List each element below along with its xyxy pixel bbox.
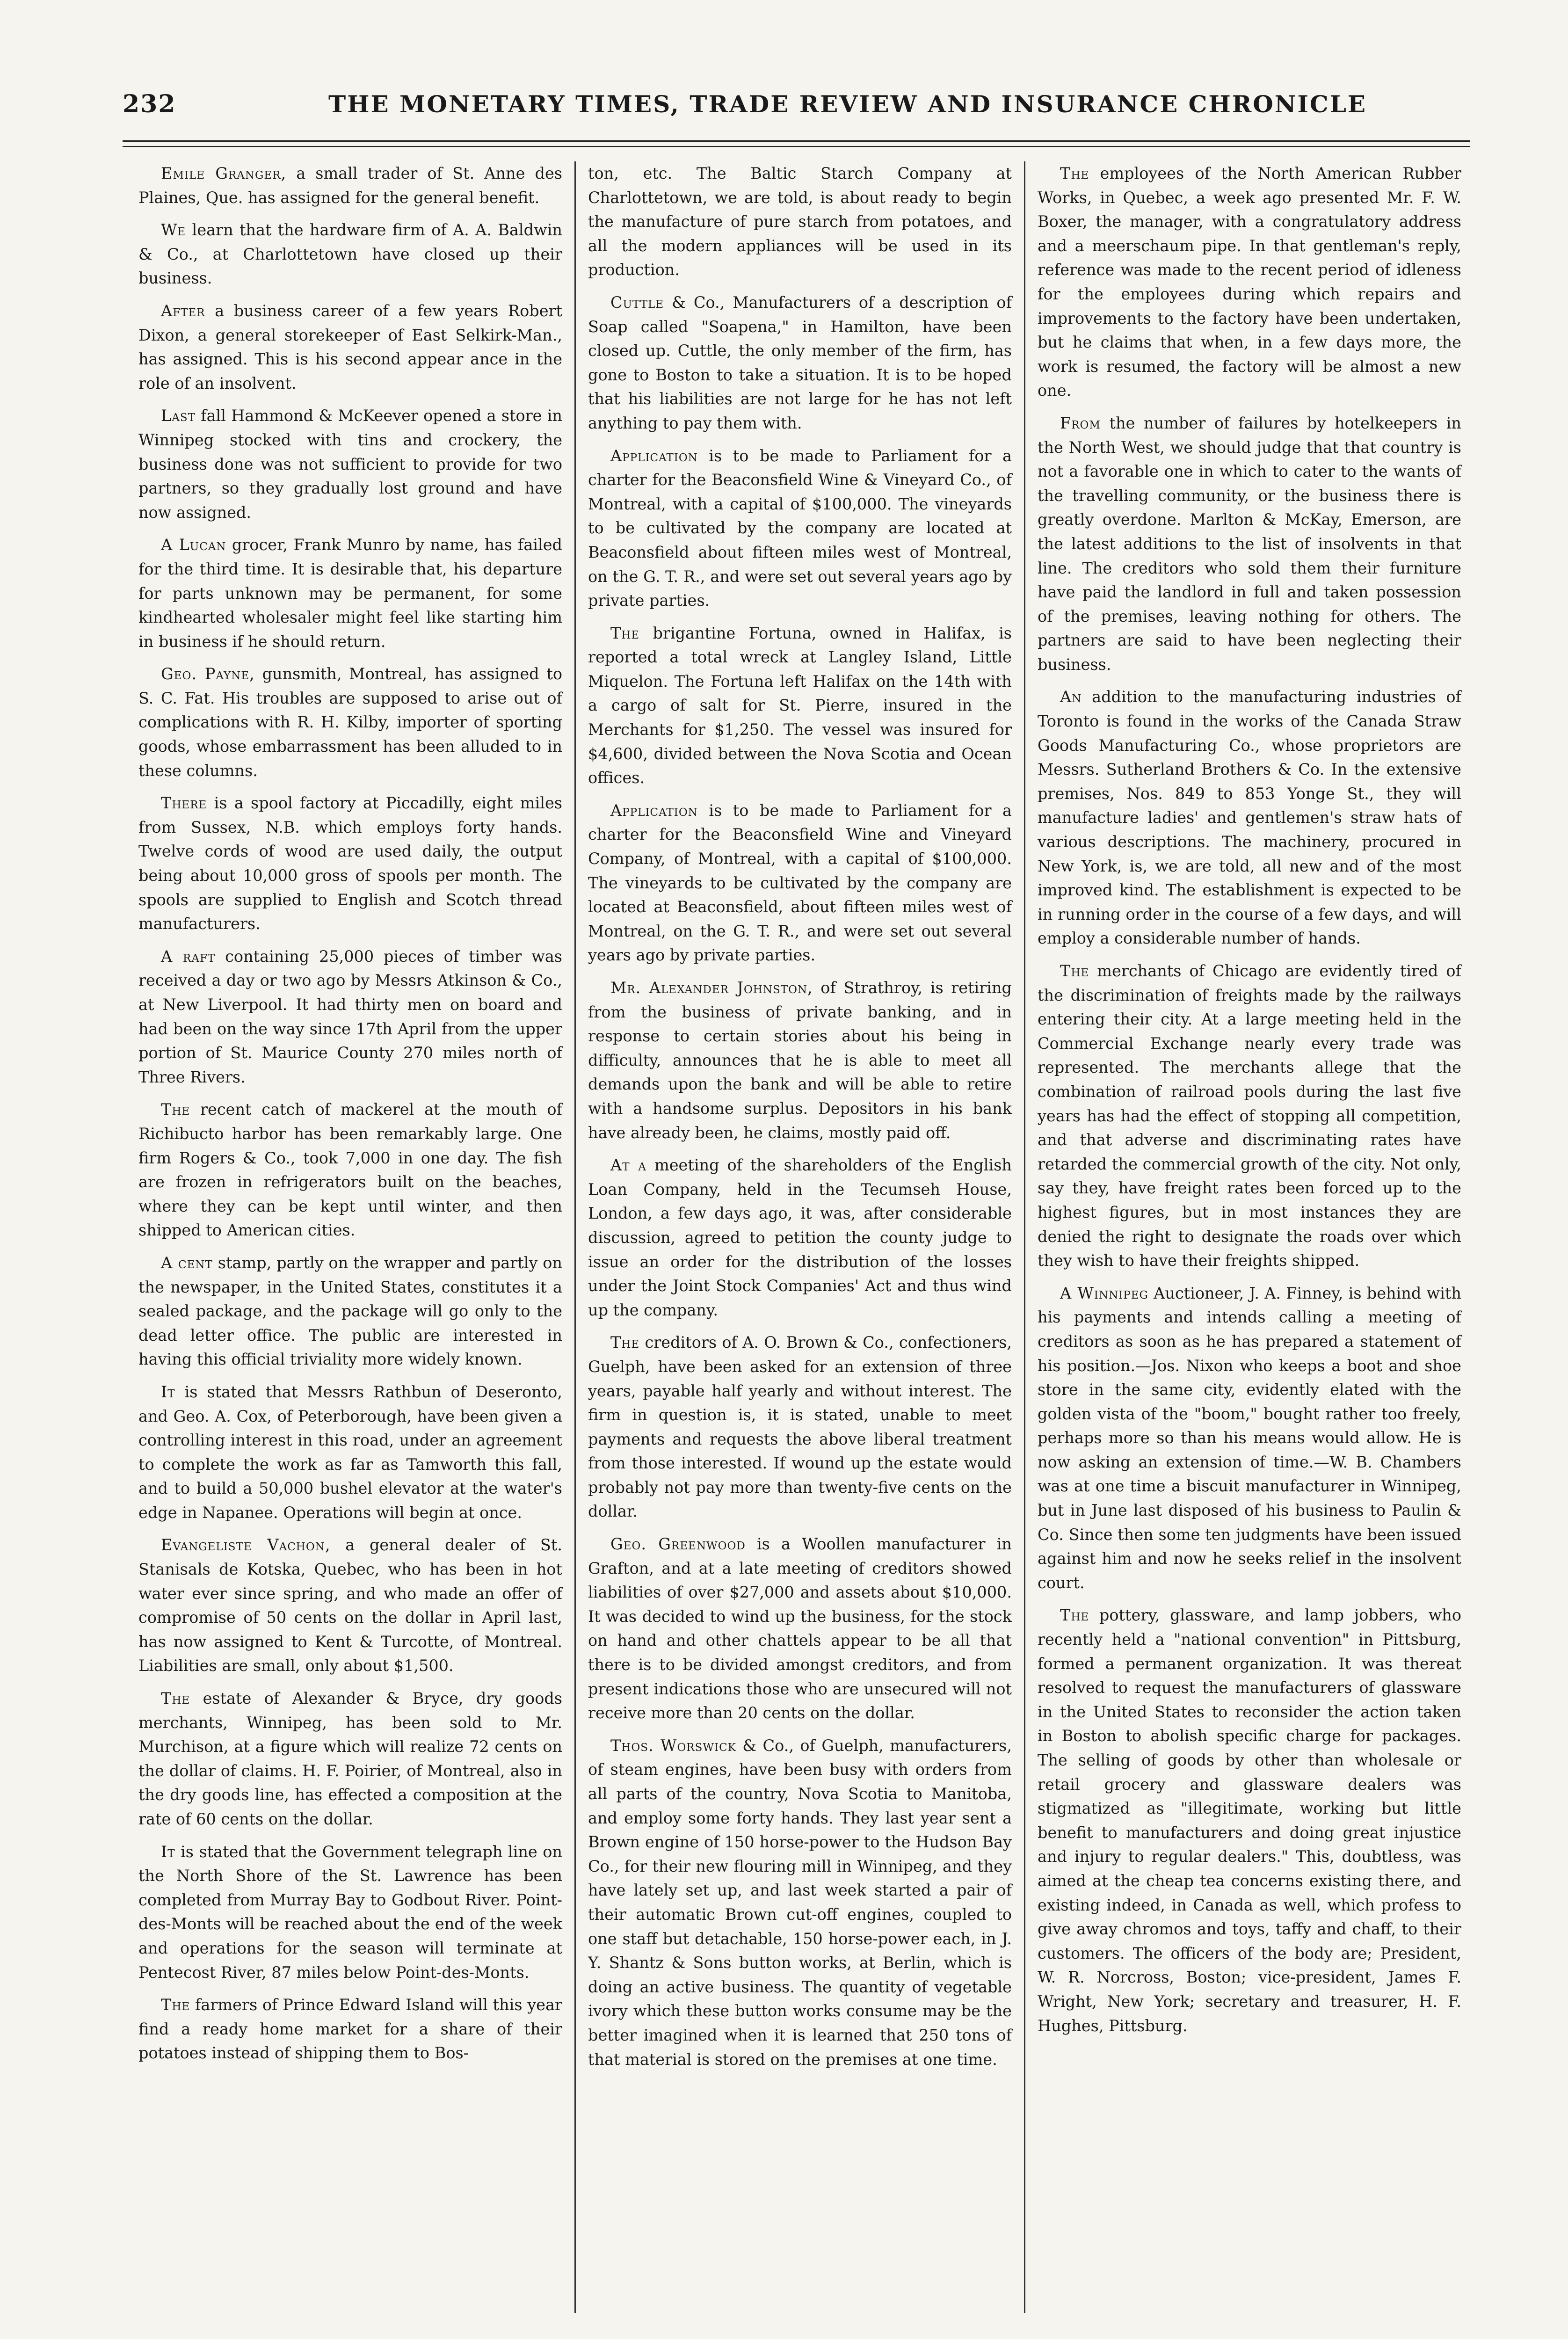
- news-item: [138, 1686, 562, 1831]
- news-item-lead: A Winnipeg: [1060, 1284, 1148, 1302]
- news-item-lead: A cent: [161, 1253, 213, 1272]
- news-item-lead: Geo. Greenwood: [610, 1535, 746, 1554]
- news-item-lead: Geo. Payne,: [161, 665, 255, 683]
- news-item-lead: At a: [610, 1156, 647, 1175]
- news-item-lead: Mr. Alexander Johnston,: [610, 979, 813, 997]
- news-item-lead: We: [161, 221, 186, 240]
- news-item-text: fall Hammond & McKeever opened a store in Winnipeg stocked with tins and crockery, the business done was not sufficient to provide for two partners, so they gradually lost ground and have now assigned.: [138, 407, 562, 522]
- news-item-text: is a spool factory at Piccadilly, eight miles from Sussex, N.B. which employs forty hands. Twelve cords of wood are used daily, the output being about 10,000 gross of spools per month. The spools are supplied to English and Scotch thread manufacturers.: [138, 794, 562, 933]
- news-item-lead: After: [161, 301, 205, 320]
- news-item-text: estate of Alexander & Bryce, dry goods merchants, Winnipeg, has been sold to Mr. Murchison, at a figure which will realize 72 cents on the dollar of claims. H. F. Poirier, of Montreal, also in the dry goods line, has effected a composition at the rate of 60 cents on the dollar.: [138, 1689, 562, 1828]
- news-item: [588, 1532, 1012, 1725]
- news-item-text: ton, etc. The Baltic Starch Company at Charlottetown, we are told, is about ready to begin the manufacture of pure starch from potatoes, and all the modern appliances will be used in its production.: [588, 164, 1012, 279]
- news-item-text: stamp, partly on the wrapper and partly on the newspaper, in the United States, constitutes it a sealed package, and the package will go only to the dead letter office. The public are interested in having this official triviality more widely known.: [138, 1253, 562, 1369]
- news-item-lead: The: [161, 1996, 190, 2014]
- news-item-text: & Co., of Guelph, manufacturers, of steam engines, have been busy with orders from all parts of the country, Nova Scotia to Manitoba, and employ some forty hands. They last year sent a Brown engine of 150 horse-power to the Hudson Bay Co., for their new flouring mill in Winnipeg, and they have lately set up, and last week started a pair of their automatic Brown cut-off engines, coupled to one staff but detachable, 150 horse-power each, in J. Y. Shantz & Sons button works, at Berlin, which is doing an active business. The quantity of vegetable ivory which these button works consume may be the better imagined when it is learned that 250 tons of that material is stored on the premises at one time.: [588, 1736, 1012, 2069]
- news-item-text: creditors of A. O. Brown & Co., confectioners, Guelph, have been asked for an extension of three years, payable half yearly and without interest. The firm in question is, it is stated, unable to meet payments and requests the above liberal treatment from those interested. If wound up the estate would probably not pay more than twenty-five cents on the dollar.: [588, 1333, 1012, 1521]
- news-item: [1038, 1281, 1461, 1595]
- news-item-text: is stated that the Government telegraph line on the North Shore of the St. Lawrence has been completed from Murray Bay to Godbout River. Point-des-Monts will be reached about the end of the week and operations for the season will terminate at Pentecost River, 87 miles below Point-des-Monts.: [138, 1842, 562, 1982]
- news-item: [138, 299, 562, 395]
- column-right: [1024, 161, 1474, 2313]
- news-item-lead: Cuttle: [610, 293, 664, 312]
- news-item: [1038, 685, 1461, 951]
- news-item: [138, 944, 562, 1090]
- news-item-text: a business career of a few years Robert Dixon, a general storekeeper of East Selkirk-Man., has assigned. This is his second appear ance in the role of an insolvent.: [138, 301, 562, 392]
- column-middle: [574, 161, 1024, 2313]
- header-rule-thin: [123, 146, 1470, 147]
- news-item-text: a small trader of St. Anne des Plaines, Que. has assigned for the general benefit.: [138, 164, 562, 207]
- news-item: [138, 1251, 562, 1372]
- news-item: [588, 1330, 1012, 1524]
- news-item: [138, 791, 562, 936]
- news-item-text: grocer, Frank Munro by name, has failed for the third time. It is desirable that, his departure for parts unknown may be permanent, for some kindhearted wholesaler might feel like starting him in business if he should return.: [138, 536, 562, 651]
- news-item-text: of Strathroy, is retiring from the business of private banking, and in response to certain stories about his being in difficulty, announces that he is able to meet all demands upon the bank and will be able to retire with a handsome surplus. Depositors in his bank have already been, he claims, mostly paid off.: [588, 979, 1012, 1142]
- news-item-lead: Application: [610, 446, 698, 465]
- news-item: [138, 1533, 562, 1678]
- news-item-lead: There: [161, 794, 207, 813]
- news-item: [138, 1840, 562, 1985]
- news-item: [1038, 1603, 1461, 2038]
- news-item-text: brigantine Fortuna, owned in Halifax, is reported a total wreck at Langley Island, Little Miquelon. The Fortuna left Halifax on the 14th with a cargo of salt for St. Pierre, insured in the Merchants for $1,250. The vessel was insured for $4,600, divided between the Nova Scotia and Ocean offices.: [588, 624, 1012, 787]
- news-item: [588, 976, 1012, 1145]
- header-rule: [123, 140, 1470, 142]
- news-item: [138, 404, 562, 524]
- news-item-lead: A Lucan: [161, 536, 226, 554]
- news-item-text: learn that the hardware firm of A. A. Baldwin & Co., at Charlottetown have closed up their business.: [138, 221, 562, 288]
- news-item-lead: Thos. Worswick: [610, 1736, 736, 1755]
- news-item: [138, 662, 562, 783]
- news-item: [138, 1380, 562, 1525]
- news-item: [138, 1993, 562, 2065]
- news-item-text: pottery, glassware, and lamp jobbers, who recently held a "national convention" in Pittsburg, formed a permanent organization. It was thereat resolved to request the manufacturers of glassware in the United States to reconsider the action taken in Boston to abolish specific charge for packages. The selling of goods by other than wholesale or retail grocery and glassware dealers was stigmatized as "illegitimate, working but little benefit to manufacturers and doing great injustice and injury to regular dealers." This, doubtless, was aimed at the cheap tea concerns existing there, and existing indeed, in Canada as well, which profess to give away chromos and toys, taffy and chaff, to their customers. The officers of the body are; President, W. R. Norcross, Boston; vice-president, James F. Wright, New York; secretary and treasurer, H. F. Hughes, Pittsburg.: [1038, 1606, 1461, 2035]
- news-item-text: is stated that Messrs Rathbun of Deseronto, and Geo. A. Cox, of Peterborough, have been given a controlling interest in this road, under an agreement to complete the work as far as Tamworth this fall, and to build a 50,000 bushel elevator at the water's edge in Napanee. Operations will begin at once.: [138, 1382, 562, 1522]
- news-item-lead: The: [161, 1100, 190, 1119]
- news-item-text: merchants of Chicago are evidently tired of the discrimination of freights made by the railways entering their city. At a large meeting held in the Commercial Exchange nearly every trade was represented. The merchants allege that the combination of railroad pools during the last five years has had the effect of stopping all competition, and that adverse and discriminating rates have retarded the commercial growth of the city. Not only, say they, have freight rates been forced up to the highest figures, but in most instances they are denied the right to designate the roads over which they wish to have their freights shipped.: [1038, 962, 1461, 1270]
- page-number: 232: [123, 90, 176, 118]
- news-item-text: employees of the North American Rubber Works, in Quebec, a week ago presented Mr. F. W. Boxer, the manager, with a congratulatory address and a meerschaum pipe. In that gentleman's reply, reference was made to the recent period of idleness for the employees during which repairs and improvements to the factory have been undertaken, but he claims that when, in a few days more, the work is resumed, the factory will be almost a new one.: [1038, 164, 1461, 400]
- news-item-lead: The: [610, 624, 640, 642]
- news-item-text: a general dealer of St. Stanisals de Kotska, Quebec, who has been in hot water ever since spring, and who made an offer of compromise of 50 cents on the dollar in April last, has now assigned to Kent & Turcotte, of Montreal. Liabilities are small, only about $1,500.: [138, 1536, 562, 1675]
- news-item-text: Auctioneer, J. A. Finney, is behind with his payments and intends calling a meeting of creditors as soon as he has prepared a statement of his position.—Jos. Nixon who keeps a boot and shoe store in the same city, evidently elated with the golden vista of the "boom," bought rather too freely, perhaps more so than his means would allow. He is now asking an extension of time.—W. B. Chambers was at one time a biscuit manufacturer in Winnipeg, but in June last disposed of his business to Paulin & Co. Since then some ten judgments have been issued against him and now he seeks relief in the insolvent court.: [1038, 1284, 1461, 1592]
- journal-title: THE MONETARY TIMES, TRADE REVIEW AND INSURANCE CHRONICLE: [328, 90, 1367, 118]
- article-columns: [126, 161, 1474, 2313]
- news-item: [138, 218, 562, 291]
- news-item-lead: It: [161, 1382, 175, 1401]
- news-item-lead: Evangeliste Vachon,: [161, 1536, 331, 1554]
- news-item: [588, 799, 1012, 967]
- news-item-text: gunsmith, Montreal, has assigned to S. C. Fat. His troubles are supposed to arise out of complications with R. H. Kilby, importer of sporting goods, whose embarrassment has been alluded to in these columns.: [138, 665, 563, 780]
- news-item: [588, 444, 1012, 613]
- news-item: [588, 291, 1012, 436]
- news-item: [588, 1734, 1012, 2071]
- news-item-text: & Co., Manufacturers of a description of Soap called "Soapena," in Hamilton, have been closed up. Cuttle, the only member of the firm, has gone to Boston to take a situation. It is to be hoped that his liabilities are not large for he has not left anything to pay them with.: [588, 293, 1012, 432]
- news-item-lead: The: [1060, 962, 1089, 980]
- news-item-lead: Application: [610, 801, 698, 820]
- news-item: [588, 621, 1012, 790]
- news-item-lead: The: [1060, 164, 1089, 182]
- news-item: [1038, 959, 1461, 1273]
- column-left: [126, 161, 574, 2313]
- news-item-text: is to be made to Parliament for a charter for the Beaconsfield Wine and Vineyard Company, of Montreal, with a capital of $100,000. The vineyards to be cultivated by the company are located at Beaconsfield, about fifteen miles west of Montreal, on the G. T. R., and were set out several years ago by private parties.: [588, 801, 1012, 965]
- page-header: [123, 90, 1470, 127]
- news-item-lead: The: [610, 1333, 640, 1352]
- news-item-lead: A raft: [161, 947, 216, 966]
- news-item-lead: From: [1060, 414, 1101, 432]
- news-item-text: is a Woollen manufacturer in Grafton, and at a late meeting of creditors showed liabilities of over $27,000 and assets about $10,000. It was decided to wind up the business, for the stock on hand and other chattels appear to be all that there is to be divided amongst creditors, and from present indications those who are unsecured will not receive more than 20 cents on the dollar.: [588, 1535, 1012, 1722]
- news-item-text: farmers of Prince Edward Island will this year find a ready home market for a share of their potatoes instead of shipping them to Bos-: [138, 1996, 562, 2063]
- news-item-text: is to be made to Parliament for a charter for the Beaconsfield Wine & Vineyard Co., of Montreal, with a capital of $100,000. The vineyards to be cultivated by the company are located at Beaconsfield about fifteen miles west of Montreal, on the G. T. R., and were set out several years ago by private parties.: [588, 446, 1012, 610]
- news-item: [588, 161, 1012, 282]
- news-item: [1038, 161, 1461, 403]
- news-item-text: containing 25,000 pieces of timber was received a day or two ago by Messrs Atkinson & Co., at New Liverpool. It had thirty men on board and had been on the way since 17th April from the upper portion of St. Maurice County 270 miles north of Three Rivers.: [138, 947, 562, 1086]
- news-item-lead: It: [161, 1842, 175, 1861]
- news-item: [138, 161, 562, 210]
- news-item-text: recent catch of mackerel at the mouth of Richibucto harbor has been remarkably large. One firm Rogers & Co., took 7,000 in one day. The fish are frozen in refrigerators built on the beaches, where they can be kept until winter, and then shipped to American cities.: [138, 1100, 562, 1240]
- news-item-lead: Last: [161, 407, 196, 425]
- news-item-text: addition to the manufacturing industries of Toronto is found in the works of the Canada Straw Goods Manufacturing Co., whose proprietors are Messrs. Sutherland Brothers & Co. In the extensive premises, Nos. 849 to 853 Yonge St., they will manufacture ladies' and gentlemen's straw hats of various descriptions. The machinery, procured in New York, is, we are told, all new and of the most improved kind. The establishment is expected to be in running order in the course of a few days, and will employ a considerable number of hands.: [1038, 688, 1461, 948]
- news-item: [588, 1153, 1012, 1322]
- news-item-lead: The: [161, 1689, 190, 1708]
- news-item: [138, 1097, 562, 1242]
- news-item-lead: The: [1060, 1606, 1089, 1625]
- news-item-text: the number of failures by hotelkeepers in the North West, we should judge that that country is not a favorable one in which to cater to the wants of the travelling community, or the business there is greatly overdone. Marlton & McKay, Emerson, are the latest additions to the list of insolvents in that line. The creditors who sold them their furniture have paid the landlord in full and taken possession of the premises, leaving nothing for others. The partners are said to have been neglecting their business.: [1038, 414, 1461, 674]
- news-item-text: meeting of the shareholders of the English Loan Company, held in the Tecumseh House, London, a few days ago, it was, after considerable discussion, agreed to petition the county judge to issue an order for the distribution of the losses under the Joint Stock Companies' Act and thus wind up the company.: [588, 1156, 1012, 1319]
- news-item-lead: Emile Granger,: [161, 164, 287, 182]
- news-item: [138, 533, 562, 654]
- news-item-lead: An: [1060, 688, 1082, 706]
- news-item: [1038, 411, 1461, 677]
